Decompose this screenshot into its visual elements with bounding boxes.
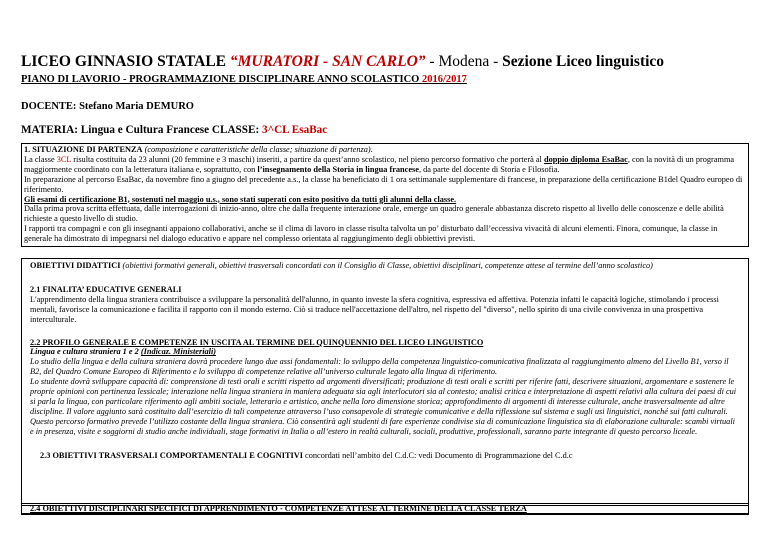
situation-title: 1. SITUAZIONE DI PARTENZA — [24, 145, 143, 154]
teacher-name: Stefano Maria DEMURO — [79, 101, 194, 112]
profilo-subtitle-text: Lingua e cultura straniera 1 e 2 — [30, 347, 141, 357]
situation-title-note: (composizione e caratteristiche della classe; situazione di partenza). — [142, 145, 373, 154]
teacher-heading — [21, 101, 194, 112]
title-section: Sezione Liceo linguistico — [502, 53, 665, 70]
situation-history-teaching: l’insegnamento della Storia in lingua francese — [257, 164, 419, 174]
specific-objectives-title: 2.4 OBIETTIVI DISCIPLINARI SPECIFICI DI APPRENDIMENTO - COMPETENZE ATTESE AL TERMINE DELLA CLASSE TERZA — [30, 504, 527, 513]
section-specific-objectives — [21, 503, 749, 515]
finalita-text: L'apprendimento della lingua straniera contribuisce a sviluppare la personalità dell'alunno, in quanto investe la sfera cognitiva, espressiva ed affettiva. Potenzia infatti le capacità logiche, stimolando i processi mentali, favorisce la comunicazione e facilita il rapporto con il mondo esterno. Ciò si traduce nell'accettazione dell'altro, nel rispetto del "diverso", nello spirito di una civile convivenza in una prospettiva interculturale. — [30, 294, 719, 324]
class-label: CLASSE: — [209, 124, 262, 136]
subject-label: MATERIA: — [21, 124, 81, 136]
title-city: - Modena - — [425, 53, 503, 70]
trasversali-line — [30, 451, 740, 461]
class-value: 3^CL EsaBac — [261, 124, 328, 136]
profilo-subtitle — [30, 347, 740, 357]
objectives-note: (obiettivi formativi generali, obiettivi trasversali concordati con il Consiglio di Classe, obiettivi disciplinari, competenze attese al termine dell’anno scolastico) — [120, 261, 653, 270]
section-objectives — [21, 258, 749, 506]
profilo-subtitle-ref: (Indicaz. Ministeriali) — [140, 347, 217, 357]
section-situation — [21, 143, 749, 247]
teacher-label: DOCENTE: — [21, 101, 80, 112]
profilo-p3: Questo percorso formativo prevede l’utilizzo costante della lingua straniera. Ciò consentirà agli studenti di fare esperienze condivise sia di comunicazione linguistica sia di elaborazione culturale: scambi virtuali e in presenza, visite e soggiorni di studio anche individuali, stage formativi in Italia o all’estero in realtà culturali, sociali, produttive, professionali, saranno parte integrante di questo percorso liceale. — [30, 416, 735, 436]
text-run: , con la novità di un programma maggiormente coordinato con la letteratura italiana e, soprattutto, con — [24, 154, 735, 174]
text-run: , da parte del docente di Storia e Filosofia. — [418, 164, 560, 174]
plan-year: 2016/2017 — [421, 74, 467, 85]
situation-preparation: In preparazione al percorso EsaBac, da novembre fino a giugno del precedente a.s., la classe ha beneficiato di 1 ora settimanale supplementare di francese, in preparazione della certificazione B1del Quadro europeo di riferimento. — [24, 174, 743, 194]
situation-assessment: Dalla prima prova scritta effettuata, dalle interrogazioni di inizio-anno, oltre che dalla frequente interazione orale, emerge un quadro generale abbastanza discreto rispetto al livello delle conoscenze e delle abilità richieste a questo livello di studio. — [24, 204, 724, 224]
finalita-title: 2.1 FINALITA’ EDUCATIVE GENERALI — [30, 284, 182, 294]
objectives-heading — [30, 261, 740, 271]
title-school-name: “MURATORI - SAN CARLO” — [229, 53, 426, 70]
situation-diploma: doppio diploma EsaBac — [543, 154, 628, 164]
objectives-title: OBIETTIVI DIDATTICI — [30, 261, 121, 270]
situation-relations: I rapporti tra compagni e con gli insegnanti appaiono collaborativi, anche se il clima di lavoro in classe risulta talvolta un po’ disturbato dall’eccessiva vivacità di alcuni elementi. Finora, comunque, la classe in generale ha dimostrato di impegnarsi nel dialogo educativo e appare nel complesso orientata al raggiungimento degli obbiettivi previsti. — [24, 224, 718, 244]
situation-class-code: 3CL — [56, 154, 72, 164]
situation-certification: Gli esami di certificazione B1, sostenuti nel maggio u.s., sono stati superati con esito positivo da tutti gli alunni della classe. — [24, 194, 457, 204]
page-title — [21, 53, 664, 71]
situation-title-line — [24, 145, 746, 155]
profilo-p1: Lo studio della lingua e della cultura straniera dovrà procedere lungo due assi fondamentali: lo sviluppo della competenza linguistico-comunicativa finalizzata al raggiungimento almeno del Livello B1, verso il B2, del Quadro Comune Europeo di Riferimento e lo sviluppo di competenze relative all’universo culturale legato alla lingua di riferimento. — [30, 357, 729, 377]
text-run: risulta costituita da 23 alunni (20 femmine e 3 maschi) inseriti, a partire da quest’anno scolastico, nel pieno percorso formativo che porterà al — [71, 154, 544, 164]
situation-composition — [24, 155, 746, 175]
subject-heading — [21, 124, 327, 136]
profilo-title: 2.2 PROFILO GENERALE E COMPETENZE IN USCITA AL TERMINE DEL QUINQUENNIO DEL LICEO LINGUISTICO — [30, 337, 484, 347]
plan-label: PIANO DI LAVORIO - PROGRAMMAZIONE DISCIPLINARE ANNO SCOLASTICO — [21, 74, 422, 85]
subject-name: Lingua e Cultura Francese — [80, 124, 210, 136]
title-school: LICEO GINNASIO STATALE — [21, 53, 230, 70]
trasversali-title: 2.3 OBIETTIVI TRASVERSALI COMPORTAMENTALI E COGNITIVI — [40, 450, 303, 460]
trasversali-text: concordati nell’ambito del C.d.C: vedi Documento di Programmazione del C.d.c — [302, 450, 573, 460]
profilo-p2: Lo studente dovrà sviluppare capacità di: comprensione di testi orali e scritti rispetto ad argomenti diversificati; produzione di testi orali e scritti per riferire fatti, descrivere situazioni, argomentare e sostenere le proprie opinioni con pertinenza lessicale; interazione nella lingua straniera in maniera adeguata sia agli interlocutori sia al contesto; analisi critica e interpretazione di aspetti relativi alla cultura dei paesi di cui si parla la lingua, con particolare riferimento agli ambiti sociale, letterario e artistico, anche nella loro dimensione storica; approfondimento di argomenti di interesse culturale, anche trasversalmente ad altre discipline. Il valore aggiunto sarà costituito dall’esercizio di tali competenze attraverso l’uso consapevole di strategie comunicative e della riflessione sul sistema e sugli usi linguistici, nonché sui fatti culturali. — [30, 377, 737, 416]
plan-heading — [21, 74, 467, 85]
text-run: La classe — [24, 154, 57, 164]
